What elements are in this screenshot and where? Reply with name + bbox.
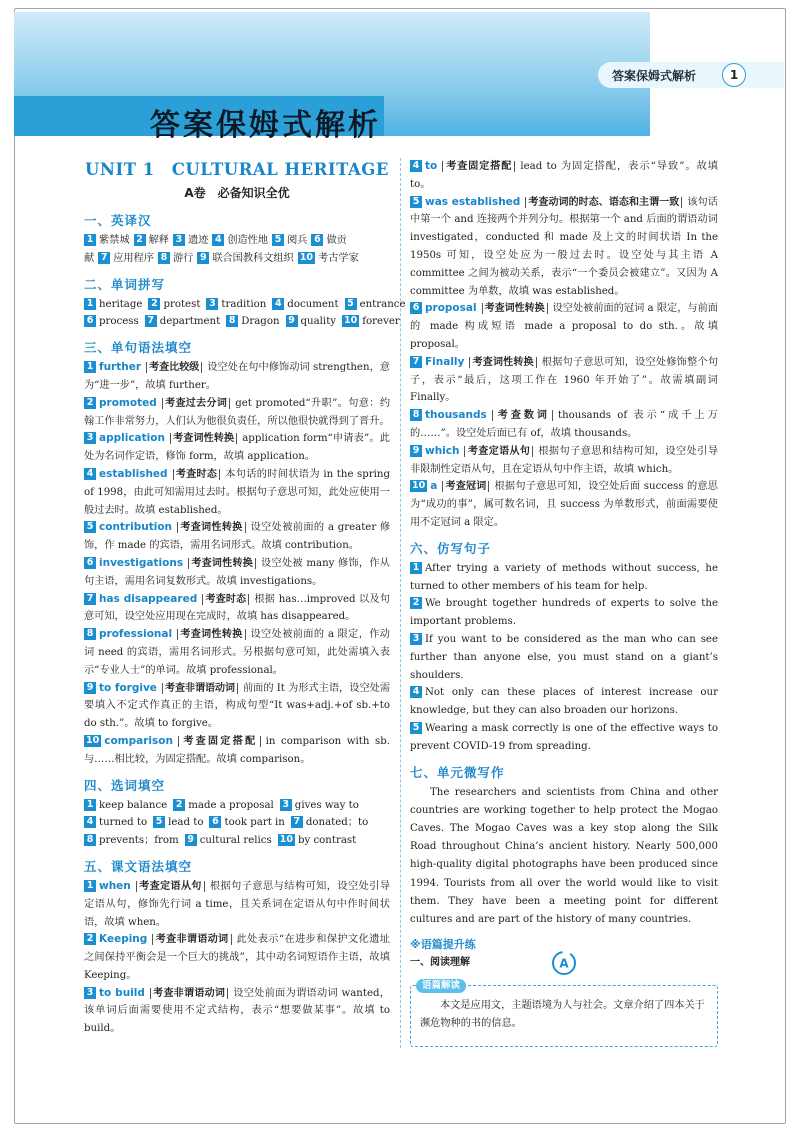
item-number: 1 <box>84 298 96 310</box>
extra-practice-title: ※语篇提升练 <box>410 938 476 952</box>
answer-entry <box>84 430 390 466</box>
passage-letter: A <box>559 956 569 971</box>
answer-item <box>212 232 268 250</box>
question-type-tag: 考查词性转换 <box>177 522 246 533</box>
sentence-imitation-list <box>410 560 718 756</box>
item-number: 3 <box>173 234 185 246</box>
answer-word: which <box>425 444 460 457</box>
item-number: 2 <box>134 234 146 246</box>
question-type-tag: 考查非谓语动词 <box>150 988 228 999</box>
passage-summary-label: 语篇解读 <box>416 979 466 993</box>
answer-word: Finally <box>425 355 465 368</box>
answer-word: to build <box>99 986 145 999</box>
item-number: 10 <box>412 480 426 492</box>
explanation-text: 设空处被前面的 a 限定，作动词 need 的宾语，需用名词形式。另根据句意可知，此处需填入表示“专业人士”的单词。故填 professional。 <box>84 629 390 676</box>
question-type-tag: 考查冠词 <box>442 481 489 492</box>
item-number: 4 <box>212 234 224 246</box>
item-number: 6 <box>410 302 422 314</box>
banner-title: 答案保姆式解析 <box>150 108 381 143</box>
item-number: 1 <box>410 562 422 574</box>
answer-entry <box>84 359 390 395</box>
answer-word: proposal <box>425 302 477 315</box>
item-number: 8 <box>226 315 238 327</box>
passage-a-icon <box>551 950 577 976</box>
answer-entry <box>410 354 718 407</box>
question-type-tag: 考查非谓语动词 <box>152 934 231 945</box>
section-title: 六、仿写句子 <box>410 540 492 556</box>
answer-text: forever <box>362 316 400 328</box>
answer-item <box>342 313 400 331</box>
answer-entry <box>84 878 390 931</box>
question-type-tag: 考查定语从句 <box>136 881 205 892</box>
item-number: 8 <box>410 409 422 421</box>
answer-text: 遗迹 <box>187 235 209 246</box>
answer-item <box>280 797 359 815</box>
answer-text: 做贡 <box>326 235 347 246</box>
explanation-text: lead to 为固定搭配，表示“导致”。故填 to。 <box>410 161 718 190</box>
item-number: 5 <box>410 722 422 734</box>
item-number: 2 <box>173 799 185 811</box>
item-number: 3 <box>84 987 96 999</box>
right-column <box>410 158 718 971</box>
item-number: 7 <box>410 356 422 368</box>
question-type-tag: 考查词性转换 <box>188 558 256 569</box>
answer-entry <box>84 931 390 984</box>
question-type-tag: 考查词性转换 <box>469 357 536 368</box>
explanation-text: get promoted“升职”。句意：约翰工作非常努力，人们认为他很负责任，所以他很快就得到了晋升。 <box>84 397 391 427</box>
item-number: 4 <box>272 298 284 310</box>
answer-entry <box>84 395 390 431</box>
answer-word: established <box>99 467 168 480</box>
word-spelling <box>84 296 406 332</box>
section-title: 七、单元微写作 <box>410 764 505 780</box>
text-grammar-fill-list <box>84 878 390 1038</box>
answer-item <box>84 832 179 850</box>
explanation-text: 根据句子意思与结构可知，设空处引导定语从句，修饰先行词 a time，且关系词在定语从句中作时间状语，故填 when。 <box>84 880 391 928</box>
item-number: 4 <box>410 686 422 698</box>
answer-entry <box>84 680 390 733</box>
question-type-tag: 考查过去分词 <box>162 398 231 409</box>
answer-item <box>173 232 208 250</box>
item-number: 1 <box>84 799 96 811</box>
answer-item <box>185 832 272 850</box>
answer-text: keep balance <box>99 799 168 811</box>
answer-text: 考古学家 <box>318 252 359 264</box>
item-number: 3 <box>280 799 292 811</box>
answer-entry <box>84 466 390 519</box>
item-number: 9 <box>185 834 197 846</box>
explanation-text: in comparison with sb.与……相比较，为固定搭配。故填 comparison。 <box>84 735 390 765</box>
answer-text: heritage <box>99 298 143 310</box>
answer-text: 解释 <box>148 235 169 246</box>
passage-summary-text: 本文是应用文，主题语境为人与社会。文章介绍了四本关于濒危物种的书的信息。 <box>420 1000 705 1029</box>
answer-text: department <box>159 316 221 328</box>
question-type-tag: 考查时态 <box>173 469 221 480</box>
grammar-fill-list <box>84 359 390 768</box>
answer-entry <box>410 300 718 353</box>
answer-item <box>84 296 142 314</box>
answer-word: investigations <box>99 556 184 569</box>
question-type-tag: 考查定语从句 <box>464 446 533 457</box>
answer-item <box>173 797 274 815</box>
answer-text: took part in <box>224 817 285 829</box>
item-number: 10 <box>344 315 358 327</box>
explanation-text: Not only can these places of interest increase our knowledge, but they can also broaden our horizons. <box>410 687 718 717</box>
answer-entry <box>410 478 718 531</box>
answer-item <box>84 797 167 815</box>
answer-word: Keeping <box>99 933 148 946</box>
item-number: 8 <box>84 834 96 846</box>
section-title: 一、英译汉 <box>84 213 152 228</box>
word-row <box>84 296 406 314</box>
answer-text: document <box>287 298 339 310</box>
item-number: 5 <box>153 816 165 828</box>
question-type-tag: 考查比较级 <box>146 362 202 373</box>
answer-entry <box>410 720 718 756</box>
answer-item <box>272 296 338 314</box>
word-choice <box>84 797 390 850</box>
explanation-text: 根据句子意思可知，设空处后面 success 的意思为“成功的事”，属可数名词，且 success 为单数形式，前面需要使用不定冠词 a 限定。 <box>410 481 718 528</box>
explanation-text: Wearing a mask correctly is one of the effective ways to prevent COVID-19 from spreading. <box>410 722 718 752</box>
answer-entry <box>84 555 390 591</box>
question-type-tag: 考查数词 <box>492 410 553 421</box>
answer-word: professional <box>99 628 173 641</box>
answer-item <box>84 814 147 832</box>
item-number: 10 <box>279 834 293 846</box>
answer-text: 应用程序 <box>113 252 154 264</box>
answer-word: application <box>99 432 165 445</box>
vocab-translation <box>84 232 390 268</box>
section-title: 二、单词拼写 <box>84 276 166 292</box>
answer-text: 阅兵 <box>287 235 308 246</box>
answer-entry <box>410 158 718 194</box>
explanation-text: application form“申请表”。此处为名词作定语，修饰 form，故填 application。 <box>84 433 390 463</box>
answer-text: Dragon <box>241 316 280 328</box>
text-grammar-fill-list-cont <box>410 158 718 532</box>
answer-entry <box>410 684 718 720</box>
question-type-tag: 考查词性转换 <box>170 433 237 444</box>
volume-title: A卷 必备知识全优 <box>184 186 290 200</box>
answer-entry <box>410 595 718 631</box>
item-number: 1 <box>84 880 96 892</box>
answer-text: prevents；from <box>99 835 179 847</box>
answer-item <box>145 313 220 331</box>
answer-item <box>148 296 200 314</box>
micro-writing-text: The researchers and scientists from China and other countries are working together to help protect the Mogao Caves. The Mogao Caves was a key stop along the Silk Road throughout China’s ancient history. Nearly 500,000 high-quality digital photographs have been produced since 1994. Tourists from all over the world would like to visit them. They have been a meeting point for different cultures and are part of the history of many countries. <box>410 786 718 925</box>
explanation-text: 前面的 It 为形式主语，设空处需要填入不定式作真正的主语，构成句型“It was+adj.+of sb.+to do sth.”。故填 to forgive。 <box>84 682 391 730</box>
section-title: 五、课文语法填空 <box>84 858 193 874</box>
explanation-text: 本句话的时间状语为 in the spring of 1998，由此可知需用过去时。根据句子意思可知，此处应使用一般过去时。故填 established。 <box>84 468 390 516</box>
answer-item <box>197 250 294 268</box>
item-number: 2 <box>148 298 160 310</box>
answer-entry <box>84 985 390 1038</box>
answer-entry <box>410 560 718 596</box>
answer-word: comparison <box>104 734 173 747</box>
explanation-text: 设空处被 many 修饰，作从句主语，需用名词复数形式。故填 investigations。 <box>84 557 390 587</box>
item-number: 5 <box>84 521 96 533</box>
answer-text: 联合国教科文组织 <box>212 252 294 264</box>
answer-item <box>98 250 154 268</box>
answer-text: made a proposal <box>188 799 274 811</box>
answer-word: was established <box>425 195 521 208</box>
question-type-tag: 考查固定搭配 <box>178 736 261 747</box>
answer-item <box>84 313 139 331</box>
answer-text: lead to <box>168 817 204 829</box>
item-number: 5 <box>345 298 357 310</box>
answer-text: process <box>99 316 139 328</box>
unit-title: UNIT 1 CULTURAL HERITAGE <box>85 160 389 179</box>
answer-entry <box>84 519 390 555</box>
explanation-text: 设空处在句中修饰动词 strengthen，意为“进一步”，故填 further。 <box>84 362 390 391</box>
running-header <box>598 62 784 88</box>
item-number: 2 <box>410 597 422 609</box>
answer-word: promoted <box>99 396 157 409</box>
answer-item <box>153 814 203 832</box>
item-number: 7 <box>145 315 157 327</box>
answer-text: by contrast <box>297 835 357 847</box>
answer-text: quality <box>300 316 337 328</box>
answer-text: protest <box>163 298 201 310</box>
item-number: 5 <box>272 234 284 246</box>
answer-text: 献 <box>84 252 95 264</box>
word-row <box>84 814 390 832</box>
item-number: 2 <box>84 933 96 945</box>
question-type-tag: 考查时态 <box>202 594 249 605</box>
answer-item <box>134 232 169 250</box>
answer-entry <box>84 626 390 679</box>
item-number: 7 <box>84 593 96 605</box>
answer-entry <box>410 631 718 684</box>
item-number: 3 <box>410 633 422 645</box>
answer-item <box>226 313 279 331</box>
word-row <box>84 832 390 850</box>
answer-item <box>311 232 346 250</box>
explanation-text: We brought together hundreds of experts to solve the important problems. <box>410 598 718 628</box>
item-number: 1 <box>84 234 96 246</box>
word-row <box>84 232 390 250</box>
item-number: 3 <box>206 298 218 310</box>
explanation-text: 根据 has…improved 以及句意可知，设空处应用现在完成时，故填 has disappeared。 <box>84 593 391 623</box>
question-type-tag: 考查动词的时态、语态和主谓一致 <box>525 197 682 208</box>
answer-word: to <box>425 160 438 172</box>
answer-item <box>286 313 337 331</box>
answer-entry <box>84 733 390 769</box>
answer-word: contribution <box>99 521 173 534</box>
explanation-text: 根据句子意思可知，设空处修饰整个句子，表示“最后，这项工作在 1960 年开始了”。故需填副词 Finally。 <box>410 356 719 404</box>
answer-item <box>84 232 130 250</box>
answer-text: 游行 <box>172 252 194 264</box>
answer-item <box>278 832 357 850</box>
item-number: 6 <box>84 557 96 569</box>
column-divider <box>400 158 401 1048</box>
item-number: 7 <box>98 252 110 264</box>
explanation-text: 该句话中第一个 and 连接两个并列分句。根据第一个 and 后面的谓语动词 investigated，conducted 和 made 及上文的时间状语 In the 1950s 可知，设空处应为一般过去时。设空处与其主语 A committee 之间为被动关系，表示“一个委员会被建立”。又因为 A committee 为单数，故填 was established。 <box>410 196 718 297</box>
answer-text: 紫禁城 <box>99 235 130 246</box>
answer-word: a <box>430 480 438 493</box>
explanation-text: After trying a variety of methods without success, he turned to other members of his team for help. <box>410 562 718 592</box>
answer-word: further <box>99 361 142 374</box>
explanation-text: 根据句子意思和结构可知，设空处引导非限制性定语从句，且在定语从句中作主语，故填 which。 <box>410 445 719 475</box>
answer-entry <box>410 407 718 443</box>
section-title: 三、单句语法填空 <box>84 340 193 356</box>
answer-text: 创造性地 <box>227 235 269 246</box>
answer-item <box>291 814 368 832</box>
question-type-tag: 考查固定搭配 <box>442 161 515 172</box>
question-type-tag: 考查词性转换 <box>482 303 548 314</box>
explanation-text: 设空处前面为谓语动词 wanted，该单词后面需要使用不定式结构，表示“想要做某事”。故填 to build。 <box>84 987 390 1035</box>
word-row <box>84 250 390 268</box>
item-number: 6 <box>84 315 96 327</box>
item-number: 6 <box>311 234 323 246</box>
answer-entry <box>410 443 718 479</box>
item-number: 1 <box>84 361 96 373</box>
answer-item <box>206 296 266 314</box>
answer-item <box>209 814 284 832</box>
answer-text: donated；to <box>305 817 369 829</box>
answer-text: entrance <box>359 298 406 310</box>
answer-word: when <box>99 879 131 892</box>
item-number: 6 <box>209 816 221 828</box>
item-number: 2 <box>84 397 96 409</box>
left-column <box>84 158 406 1038</box>
explanation-text: thousands of 表示“成千上万的……”。设空处后面已有 of，故填 thousands。 <box>410 410 718 439</box>
answer-text: turned to <box>99 817 148 829</box>
answer-text: gives way to <box>294 799 359 811</box>
answer-entry <box>84 591 390 627</box>
item-number: 4 <box>84 816 96 828</box>
running-header-label: 答案保姆式解析 <box>612 68 697 83</box>
page-number: 1 <box>722 63 746 87</box>
item-number: 9 <box>197 252 209 264</box>
answer-item <box>158 250 193 268</box>
item-number: 4 <box>410 160 422 172</box>
item-number: 10 <box>299 251 314 263</box>
item-number: 3 <box>84 432 96 444</box>
answer-item <box>298 250 359 268</box>
answer-text: tradition <box>221 298 267 310</box>
answer-text: cultural relics <box>199 835 272 847</box>
item-number: 8 <box>158 252 170 264</box>
item-number: 9 <box>286 315 298 327</box>
item-number: 10 <box>86 734 100 746</box>
reading-title: 一、阅读理解 <box>410 957 470 969</box>
explanation-text: 此处表示“在进步和保护文化遗址之间保持平衡会是一个巨大的挑战”，其中动名词短语作主语，故填 Keeping。 <box>84 934 390 981</box>
answer-word: has disappeared <box>99 592 198 605</box>
explanation-text: If you want to be considered as the man who can see further than anyone else, you must stand on a giant’s shoulders. <box>410 633 718 681</box>
answer-word: to forgive <box>99 681 157 694</box>
item-number: 9 <box>410 445 422 457</box>
answer-item <box>272 232 307 250</box>
answer-item <box>345 296 406 314</box>
answer-word: thousands <box>425 409 487 422</box>
item-number: 5 <box>410 196 422 208</box>
explanation-text: 设空处被前面的冠词 a 限定，与前面的 made 构成短语 made a proposal to do sth.。故填 proposal。 <box>410 303 718 350</box>
item-number: 4 <box>84 468 96 480</box>
section-title: 四、选词填空 <box>84 777 166 793</box>
question-type-tag: 考查非谓语动词 <box>162 683 238 694</box>
item-number: 9 <box>84 682 96 694</box>
explanation-text: 设空处被前面的 a greater 修饰，作 made 的宾语，需用名词形式。故填 contribution。 <box>84 522 391 552</box>
question-type-tag: 考查词性转换 <box>177 629 246 640</box>
item-number: 8 <box>84 628 96 640</box>
answer-entry <box>410 194 718 301</box>
item-number: 7 <box>291 816 303 828</box>
word-row <box>84 797 390 815</box>
word-row <box>84 313 400 331</box>
